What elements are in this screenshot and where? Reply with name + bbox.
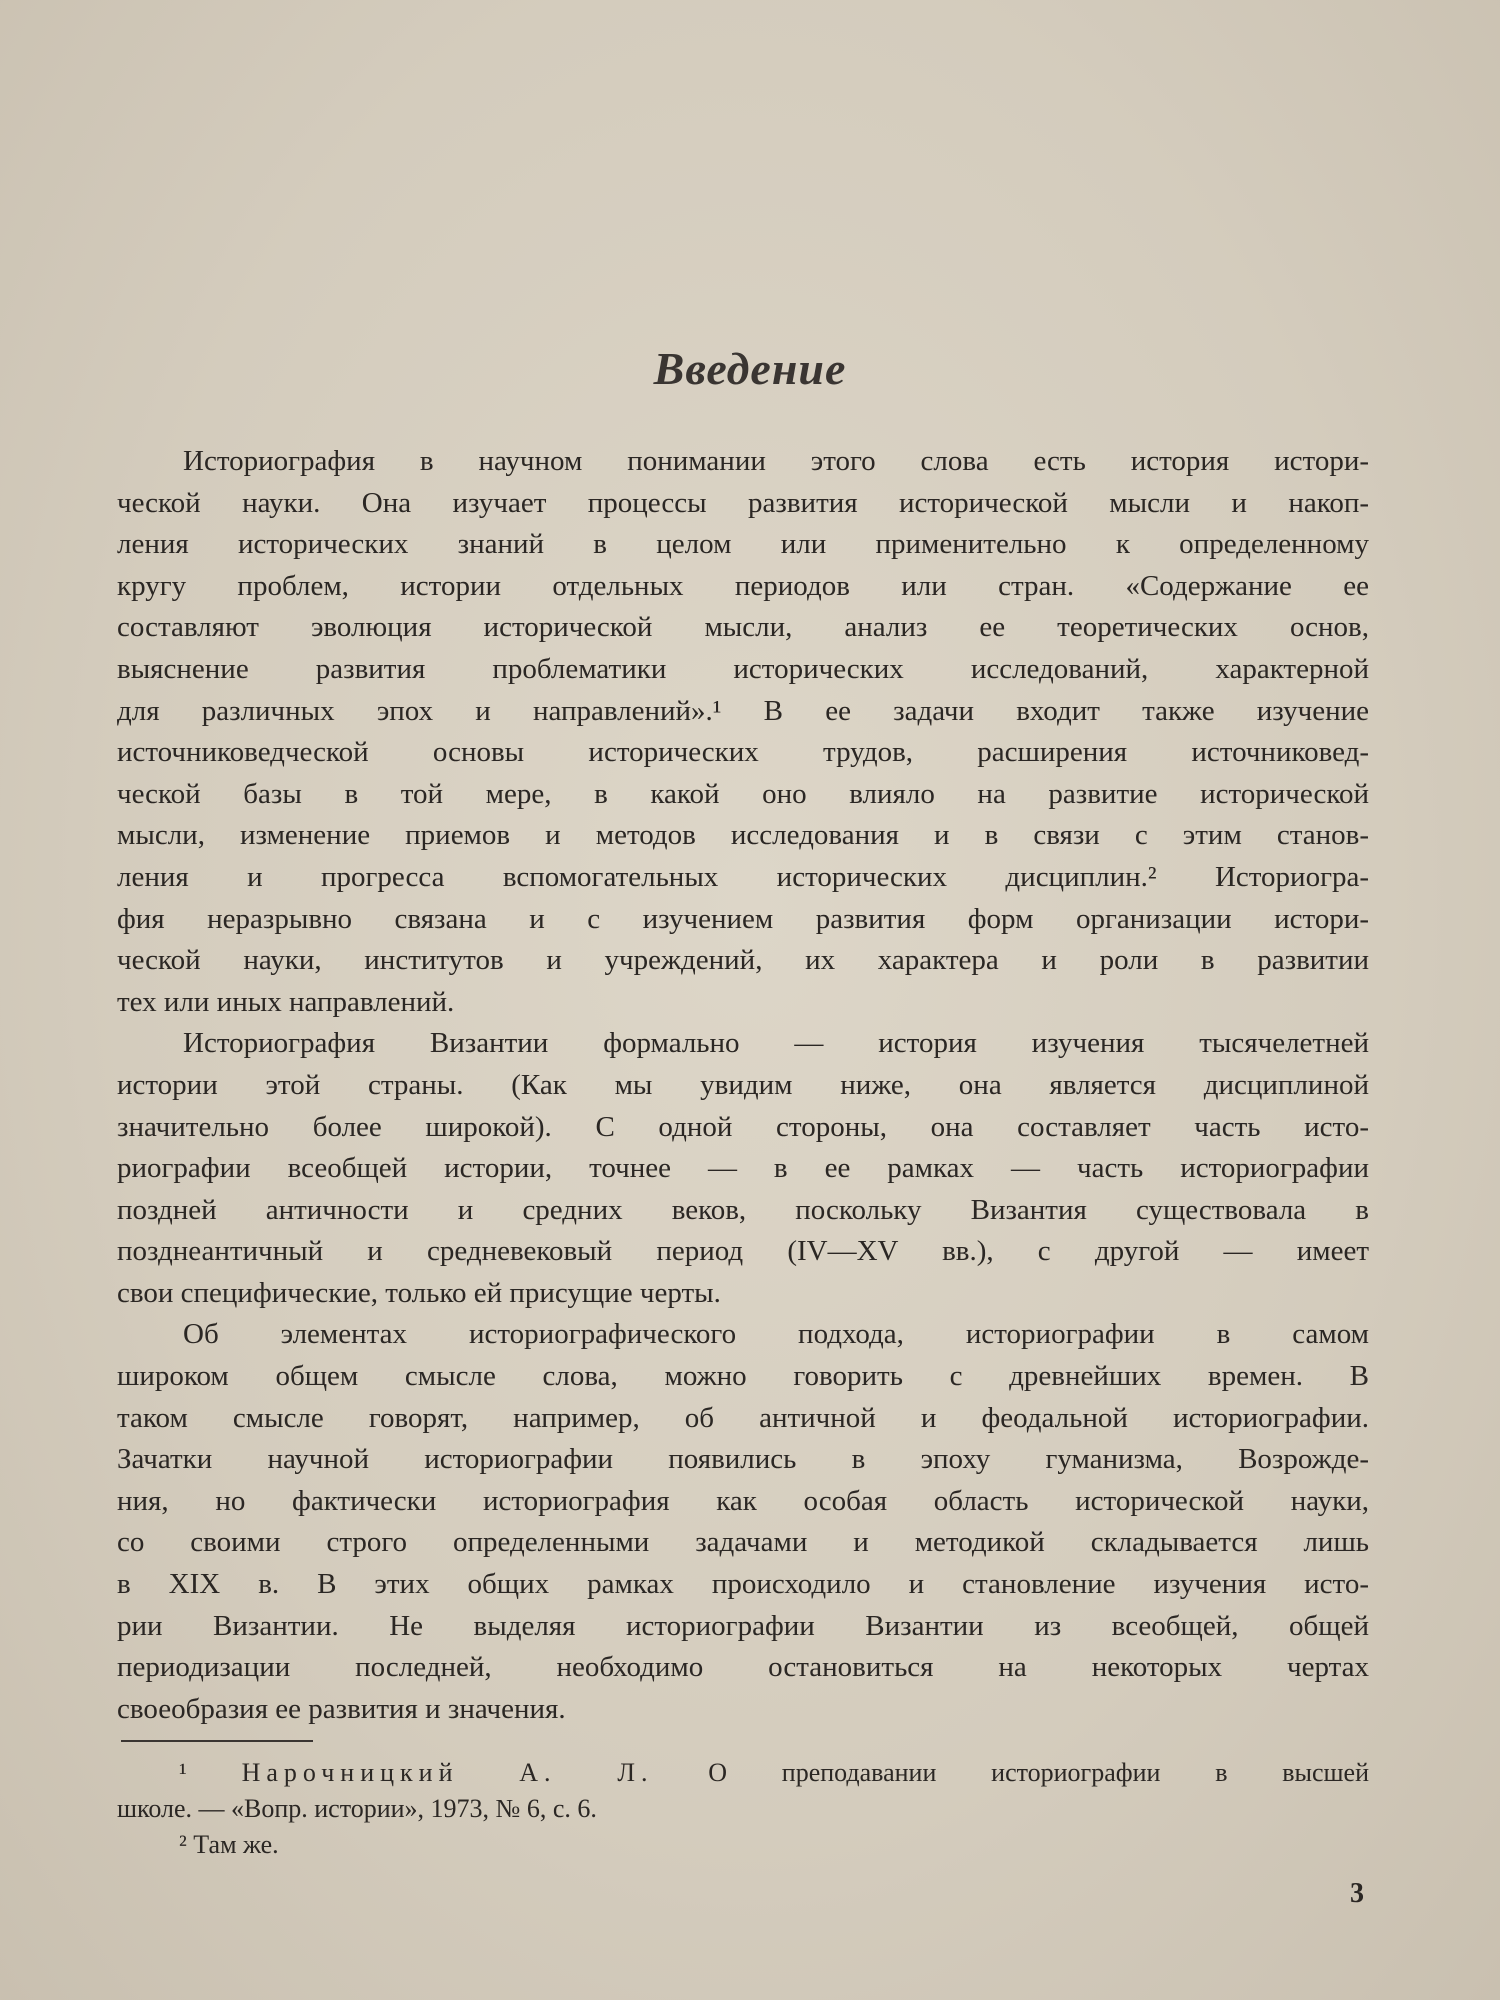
text-line: рии Византии. Не выделяя историографии Византии из всеобщей, общей (117, 1609, 1369, 1642)
text-line: ления и прогресса вспомогательных исторических дисциплин.² Историогра- (117, 860, 1369, 893)
text-line: ческой науки, институтов и учреждений, их характера и роли в развитии (117, 944, 1369, 977)
text-line: широком общем смысле слова, можно говорить с древнейших времен. В (117, 1360, 1369, 1393)
text-line: своеобразия ее развития и значения. (117, 1692, 566, 1725)
text-line: составляют эволюция исторической мысли, анализ ее теоретических основ, (117, 611, 1369, 644)
text-line: позднеантичный и средневековый период (IV—XV вв.), с другой — имеет (117, 1235, 1369, 1268)
footnote-1-line-2: школе. — «Вопр. истории», 1973, № 6, с. 6. (117, 1794, 597, 1823)
text-line: истории этой страны. (Как мы увидим ниже, она является дисциплиной (117, 1068, 1369, 1101)
text-line: кругу проблем, истории отдельных периодов или стран. «Содержание ее (117, 569, 1369, 602)
text-line: Историография в научном понимании этого слова есть история истори- (183, 445, 1369, 477)
text-line: выяснение развития проблематики исторических исследований, характерной (117, 652, 1369, 685)
text-line: в XIX в. В этих общих рамках происходило и становление изучения исто- (117, 1568, 1369, 1601)
footnotes (117, 1755, 1369, 1863)
footnote-2: ² Там же. (179, 1830, 279, 1859)
text-line: риографии всеобщей истории, точнее — в ее рамках — часть историографии (117, 1152, 1369, 1185)
chapter-title: Введение (653, 343, 847, 394)
text-line: Историография Византии формально — история изучения тысячелетней (183, 1027, 1369, 1060)
text-line: мысли, изменение приемов и методов исследования и в связи с этим станов- (117, 819, 1369, 852)
footnote-author: Нарочницкий А. Л. (241, 1758, 654, 1787)
text-line: для различных эпох и направлений».¹ В ее задачи входит также изучение (117, 694, 1369, 727)
footnote-text: О преподавании историографии в высшей (708, 1758, 1370, 1787)
text-line: ления исторических знаний в целом или применительно к определенному (117, 528, 1369, 561)
page-number: 3 (1350, 1878, 1364, 1909)
text-line: поздней античности и средних веков, поскольку Византия существовала в (117, 1193, 1369, 1226)
footnote-marker: ¹ (179, 1758, 187, 1787)
text-line: ческой базы в той мере, в какой оно влияло на развитие исторической (117, 777, 1369, 810)
text-line: фия неразрывно связана и с изучением развития форм организации истори- (117, 902, 1369, 935)
text-line: тех или иных направлений. (117, 985, 455, 1018)
text-line: ческой науки. Она изучает процессы развития исторической мысли и накоп- (117, 486, 1369, 519)
text-line: ния, но фактически историография как особая область исторической науки, (117, 1484, 1369, 1517)
text-line: свои специфические, только ей присущие черты. (117, 1276, 721, 1309)
text-line: Об элементах историографического подхода, историографии в самом (183, 1318, 1369, 1351)
text-line: значительно более широкой). С одной стороны, она составляет часть исто- (117, 1110, 1369, 1143)
footnote-separator (121, 1740, 313, 1742)
text-line: со своими строго определенными задачами и методикой складывается лишь (117, 1526, 1369, 1559)
text-line: таком смысле говорят, например, об античной и феодальной историографии. (117, 1401, 1369, 1434)
text-line: Зачатки научной историографии появились в эпоху гуманизма, Возрожде- (117, 1443, 1369, 1476)
text-line: периодизации последней, необходимо остановиться на некоторых чертах (117, 1651, 1369, 1684)
footnote-1-line-1 (117, 1755, 1369, 1791)
body-text (117, 441, 1369, 1730)
text-line: источниковедческой основы исторических трудов, расширения источниковед- (117, 736, 1369, 769)
